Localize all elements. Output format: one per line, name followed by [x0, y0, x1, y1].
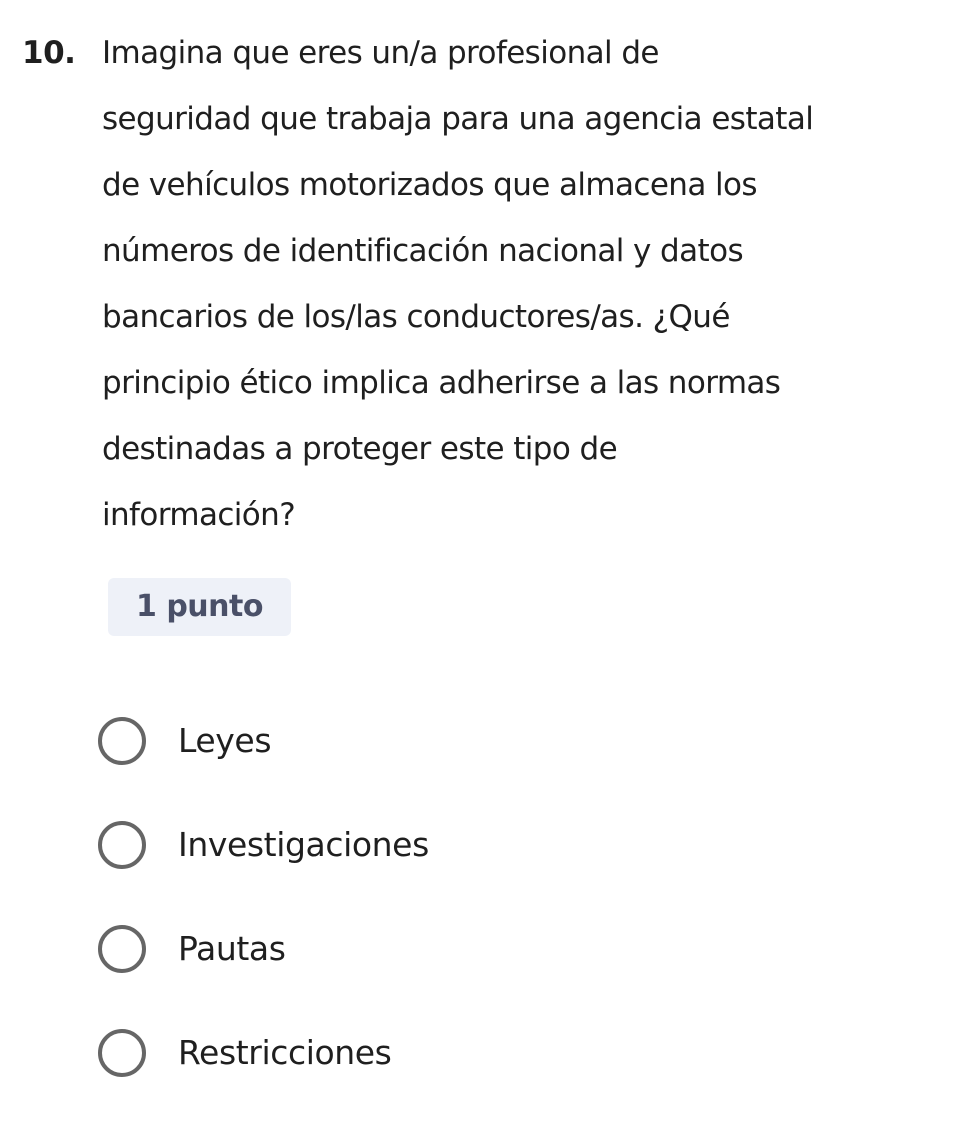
answer-options — [98, 708, 898, 1124]
option-restricciones[interactable] — [98, 1020, 898, 1086]
option-investigaciones[interactable] — [98, 812, 898, 878]
option-label: Investigaciones — [178, 825, 429, 864]
question-text: Imagina que eres un/a profesional de seguridad que trabaja para una agencia estatal de vehículos motorizados que almacena los números de identificación nacional y datos bancarios de los/las conductores/as. ¿Qué principio ético implica adherirse a las normas destinadas a proteger este tipo de información? — [102, 35, 814, 533]
question-number: 10. — [22, 35, 76, 71]
radio-button-icon[interactable] — [98, 1029, 146, 1077]
radio-button-icon[interactable] — [98, 717, 146, 765]
points-badge: 1 punto — [108, 578, 291, 636]
option-label: Restricciones — [178, 1033, 392, 1072]
radio-button-icon[interactable] — [98, 821, 146, 869]
radio-button-icon[interactable] — [98, 925, 146, 973]
option-label: Leyes — [178, 721, 272, 760]
option-leyes[interactable] — [98, 708, 898, 774]
option-label: Pautas — [178, 929, 286, 968]
option-pautas[interactable] — [98, 916, 898, 982]
